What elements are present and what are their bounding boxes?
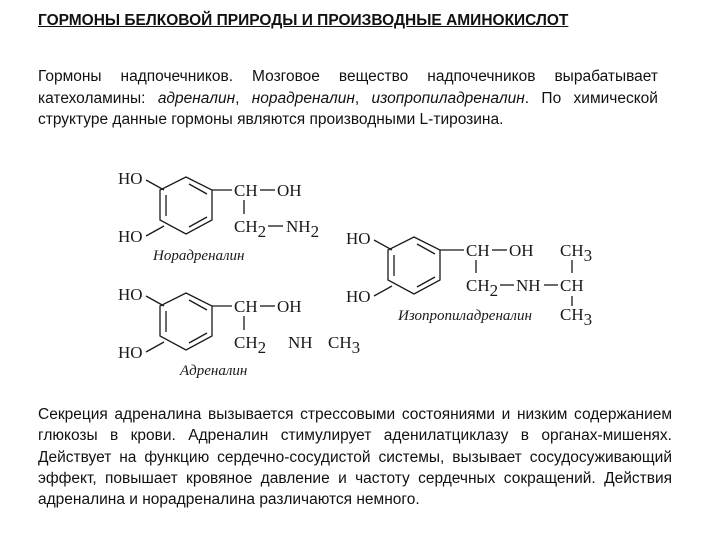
noradrenaline-oh: OH [277,181,302,200]
isopropyladrenaline-term: изопропиладреналин [371,89,525,107]
isopropyl-ch3-bottom: CH3 [560,305,593,329]
adrenaline-caption: Адреналин [180,363,248,379]
intro-text-1: Гормоны надпочечников. Мозговое вещество надпочечников вырабатывает катехоламины: [38,68,658,107]
isopropyladrenaline-formula [346,229,592,329]
noradrenaline-benzene-ring [160,177,212,234]
adrenaline-term: адреналин [157,89,236,107]
adrenaline-formula [118,285,360,379]
isopropyl-ch3-top: CH3 [560,241,593,265]
adrenaline-oh: OH [277,297,302,316]
noradrenaline-ch2: CH2 [234,217,267,241]
noradrenaline-nh2: NH2 [286,217,320,241]
isopropyl-oh: OH [509,241,534,260]
adrenaline-benzene-ring [160,293,212,350]
noradrenaline-ho-top: HO [118,169,143,188]
structural-formulas [0,160,720,390]
noradrenaline-ch: CH [234,181,258,200]
outro-paragraph: Секреция адреналина вызывается стрессовыми состояниями и низким содержанием глюкозы в крови. Адреналин стимулирует аденилатциклазу в органах-мишенях. Действует на функцию сердечно-сосудистой системы, вызывает сосудосуживающий эффект, повышает кровяное давление и частоту сердечных сокращений. Действия адреналина и норадреналина различаются немного. [38,406,672,509]
noradrenaline-caption: Норадреналин [153,248,245,264]
isopropyl-benzene-ring [388,237,440,294]
isopropyl-ho-bottom: HO [346,287,371,306]
isopropyl-ho-top: HO [346,229,371,248]
intro-sep-2: , [354,89,372,107]
noradrenaline-term: норадреналин [251,89,355,107]
adrenaline-ch3: CH3 [328,333,361,357]
adrenaline-ch2: CH2 [234,333,267,357]
adrenaline-nh: NH [288,333,313,352]
isopropyl-ch2: CH2 [466,276,499,300]
intro-text-2: . По химической структуре данные гормоны являются производными L-тирозина. [38,89,658,128]
slide-title: ГОРМОНЫ БЕЛКОВОЙ ПРИРОДЫ И ПРОИЗВОДНЫЕ АМИНОКИСЛОТ [38,12,569,29]
isopropyl-ch: CH [466,241,490,260]
intro-sep-1: , [235,89,252,107]
isopropyl-ch-right: CH [560,276,584,295]
noradrenaline-formula [118,169,319,264]
intro-paragraph [38,66,658,131]
adrenaline-ho-bottom: HO [118,343,143,362]
isopropyl-nh: NH [516,276,541,295]
isopropyl-caption: Изопропиладреналин [398,308,532,324]
adrenaline-ho-top: HO [118,285,143,304]
adrenaline-ch: CH [234,297,258,316]
noradrenaline-ho-bottom: HO [118,227,143,246]
